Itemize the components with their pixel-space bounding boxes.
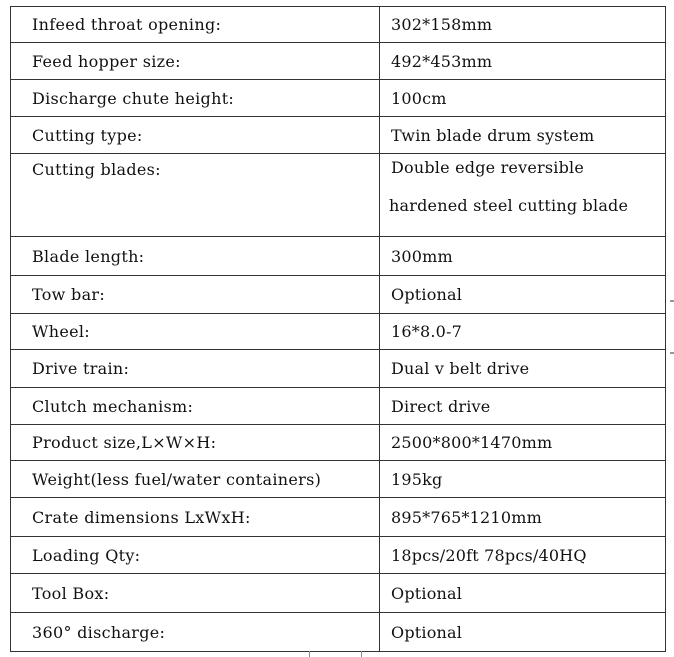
spec-value-line: Double edge reversible: [391, 158, 585, 177]
spec-label: Discharge chute height:: [11, 80, 380, 117]
table-row: [11, 425, 666, 461]
spec-value-line: hardened steel cutting blade: [389, 196, 629, 215]
table-row: [11, 154, 666, 237]
spec-value: Direct drive: [380, 388, 666, 425]
edge-tick: [670, 300, 674, 302]
table-row: [11, 350, 666, 388]
table-row: [11, 80, 666, 117]
spec-value: Twin blade drum system: [380, 117, 666, 154]
spec-label: Wheel:: [11, 314, 380, 350]
table-row: [11, 43, 666, 80]
table-row: [11, 498, 666, 537]
spec-value: 302*158mm: [380, 7, 666, 43]
spec-value: Optional: [380, 613, 666, 652]
spec-label: Feed hopper size:: [11, 43, 380, 80]
spec-value: 2500*800*1470mm: [380, 425, 666, 461]
spec-value: 895*765*1210mm: [380, 498, 666, 537]
spec-label: Blade length:: [11, 237, 380, 276]
spec-value: [380, 154, 666, 237]
spec-label: Cutting blades:: [11, 154, 380, 237]
spec-label: Tow bar:: [11, 276, 380, 314]
table-row: [11, 276, 666, 314]
spec-label: Crate dimensions LxWxH:: [11, 498, 380, 537]
table-row: [11, 388, 666, 425]
table-row: [11, 7, 666, 43]
spec-label: Product size,L×W×H:: [11, 425, 380, 461]
spec-label: Drive train:: [11, 350, 380, 388]
spec-value: Dual v belt drive: [380, 350, 666, 388]
table-row: [11, 537, 666, 574]
spec-value: 300mm: [380, 237, 666, 276]
spec-value: 100cm: [380, 80, 666, 117]
spec-label: Tool Box:: [11, 574, 380, 613]
spec-value: 16*8.0-7: [380, 314, 666, 350]
bottom-tick: [309, 651, 310, 657]
spec-label: Weight(less fuel/water containers): [11, 461, 380, 498]
spec-value: Optional: [380, 276, 666, 314]
spec-value: 492*453mm: [380, 43, 666, 80]
edge-tick: [670, 352, 674, 354]
table-row: [11, 574, 666, 613]
table-row: [11, 314, 666, 350]
table-row: [11, 461, 666, 498]
spec-table: [10, 6, 666, 652]
spec-label: Clutch mechanism:: [11, 388, 380, 425]
spec-value: 18pcs/20ft 78pcs/40HQ: [380, 537, 666, 574]
spec-label: Cutting type:: [11, 117, 380, 154]
table-row: [11, 613, 666, 652]
spec-value: 195kg: [380, 461, 666, 498]
spec-label: Infeed throat opening:: [11, 7, 380, 43]
spec-label: 360° discharge:: [11, 613, 380, 652]
table-row: [11, 117, 666, 154]
bottom-tick: [361, 651, 362, 657]
table-row: [11, 237, 666, 276]
spec-label: Loading Qty:: [11, 537, 380, 574]
spec-value: Optional: [380, 574, 666, 613]
